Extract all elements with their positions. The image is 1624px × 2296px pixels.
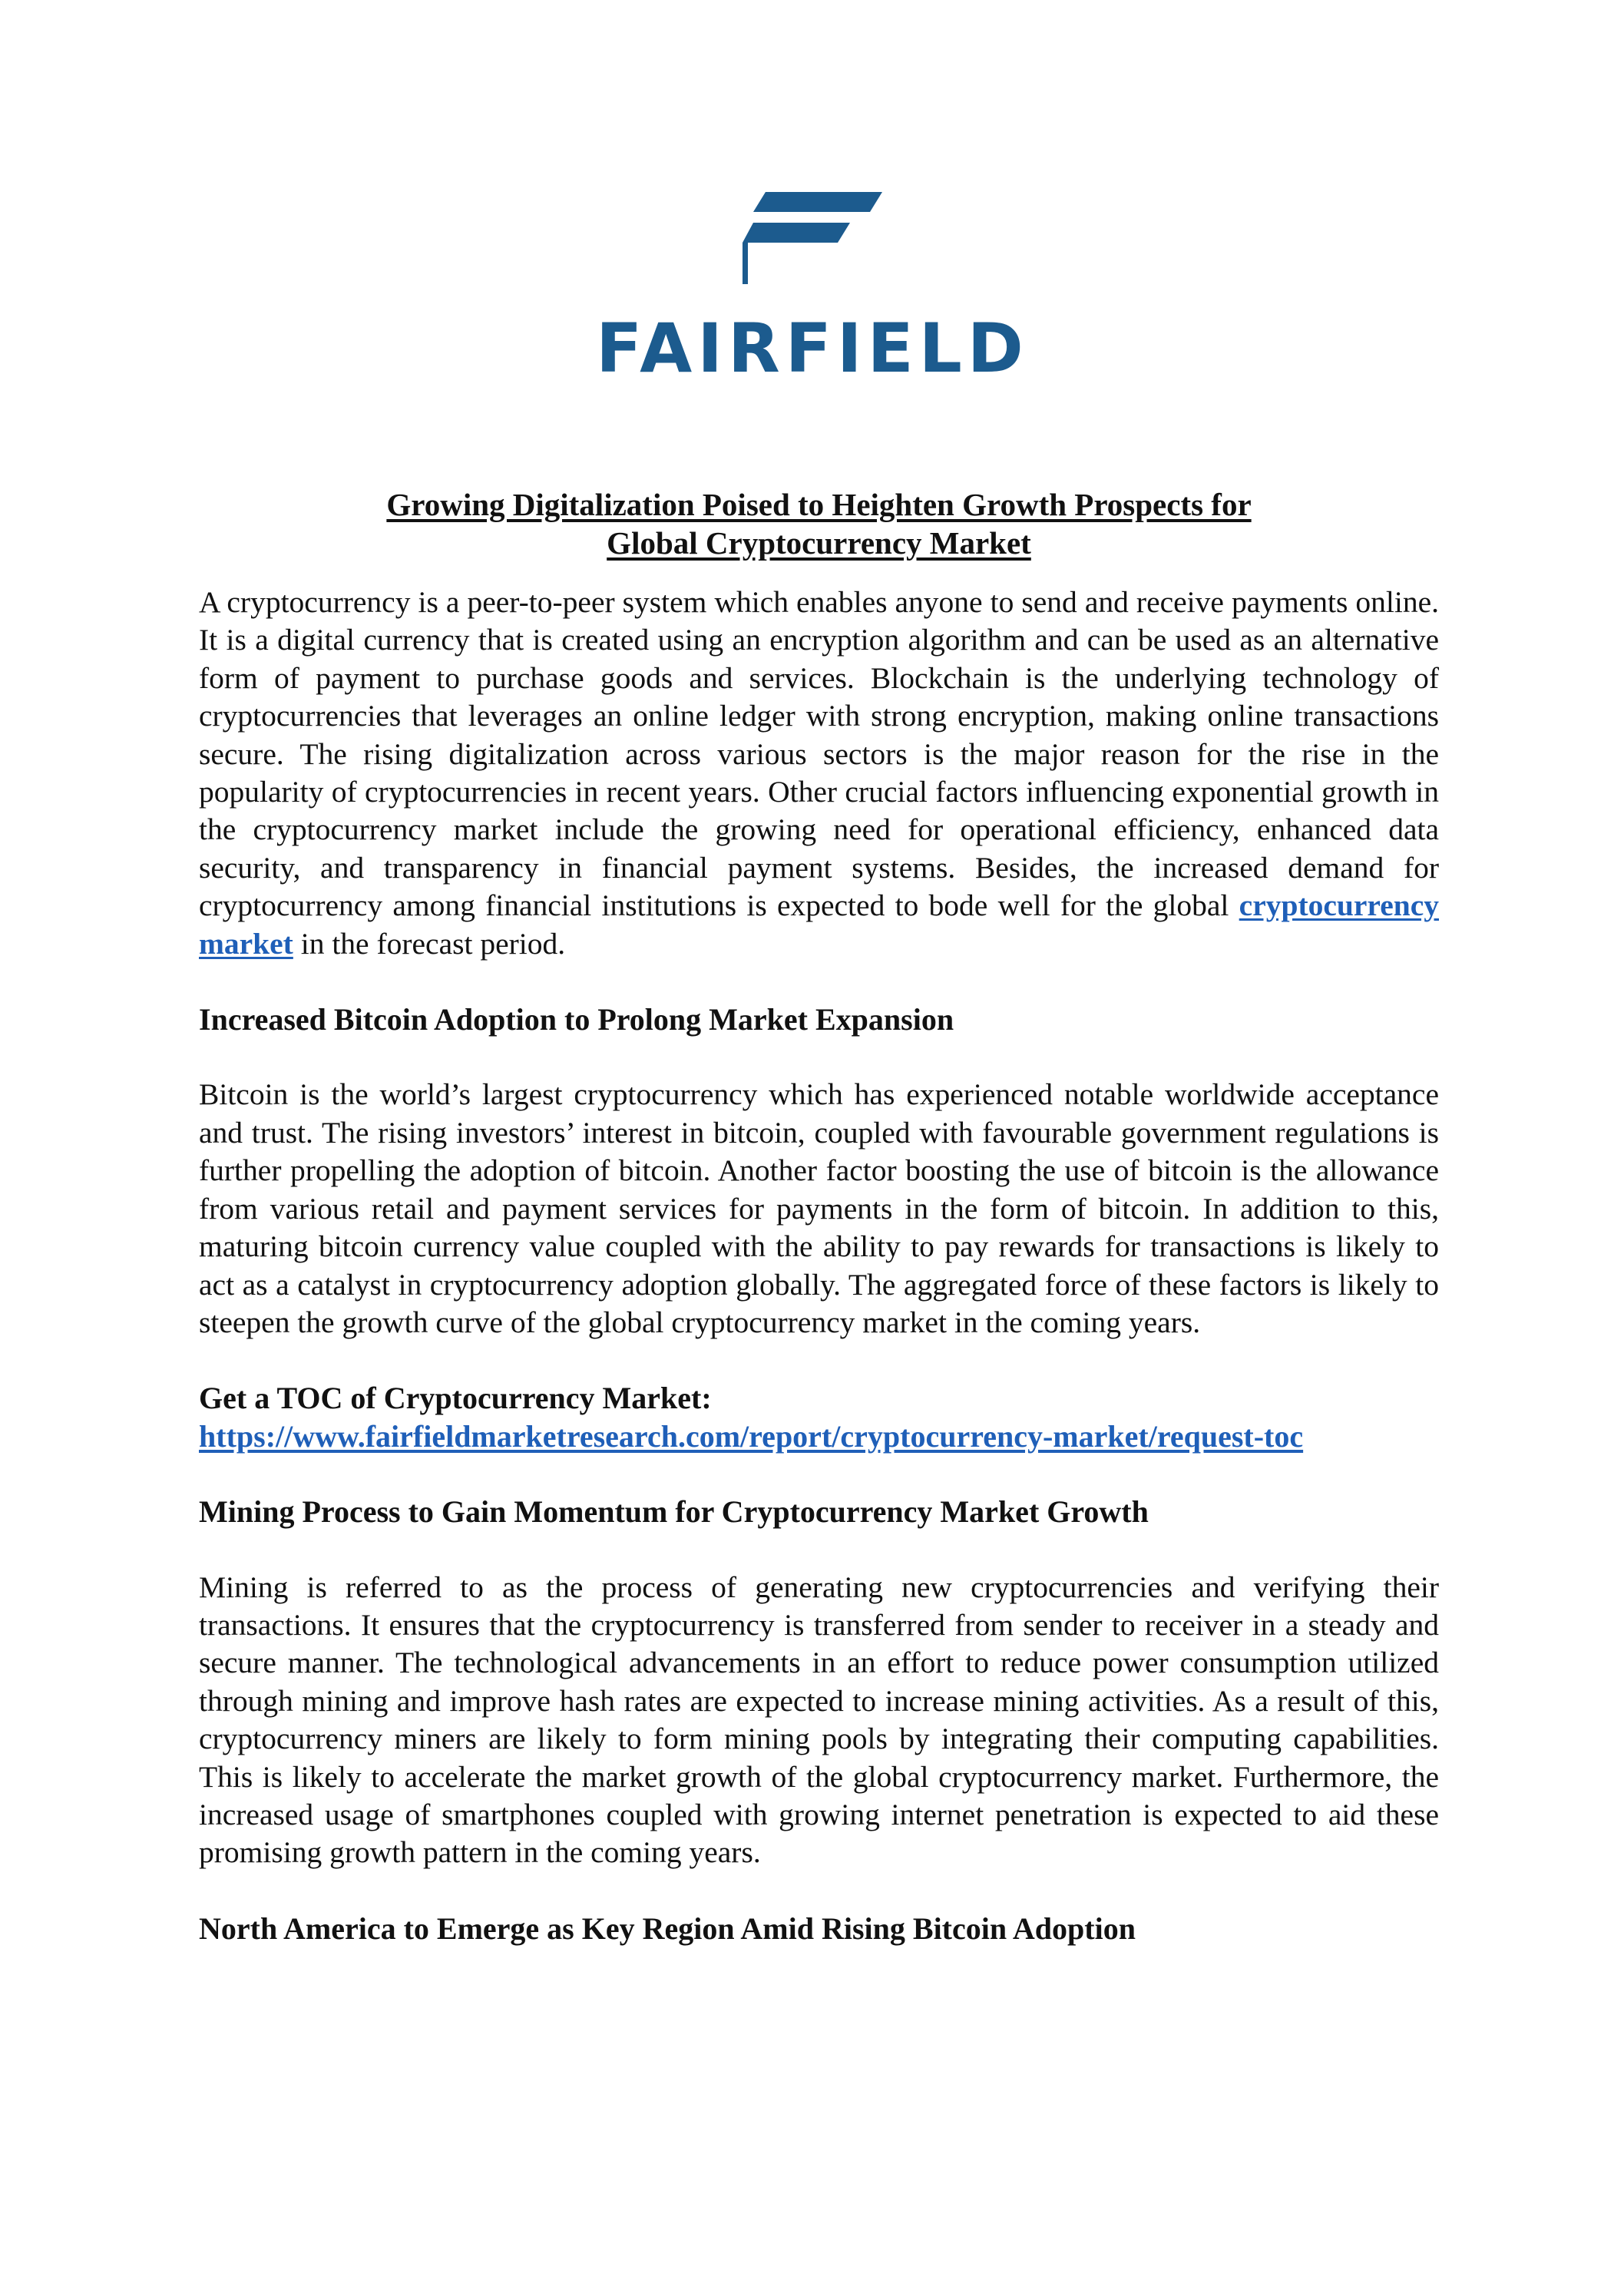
mining-heading: Mining Process to Gain Momentum for Cryptocurrency Market Growth [199, 1494, 1149, 1530]
toc-request-link[interactable]: https://www.fairfieldmarketresearch.com/report/cryptocurrency-market/request-toc [199, 1418, 1304, 1454]
spacer [199, 1872, 1439, 1910]
intro-paragraph [199, 584, 1439, 963]
bitcoin-paragraph: Bitcoin is the world’s largest cryptocurrency which has experienced notable worldwide acceptance and trust. The rising investors’ interest in bitcoin, coupled with favourable government regulations is further propelling the adoption of bitcoin. Another factor boosting the use of bitcoin is the allowance from various retail and payment services for payments in the form of bitcoin. In addition to this, maturing bitcoin currency value coupled with the ability to pay rewards for transactions is likely to act as a catalyst in cryptocurrency adoption globally. The aggregated force of these factors is likely to steepen the growth curve of the global cryptocurrency market in the coming years. [199, 1077, 1439, 1339]
title-line-1: Growing Digitalization Poised to Heighten Growth Prospects for [386, 487, 1252, 522]
spacer [199, 1455, 1439, 1493]
intro-text-before: A cryptocurrency is a peer-to-peer system which enables anyone to send and receive payments online. It is a digital currency that is created using an encryption algorithm and can be used as an alternative form of payment to purchase goods and services. Blockchain is the underlying technology of cryptocurrencies that leverages an online ledger with strong encryption, making online transactions secure. The rising digitalization across various sectors is the major reason for the rise in the popularity of cryptocurrencies in recent years. Other crucial factors influencing exponential growth in the cryptocurrency market include the growing need for operational efficiency, enhanced data security, and transparency in financial payment systems. Besides, the increased demand for cryptocurrency among financial institutions is expected to bode well for the global [199, 585, 1439, 923]
title-line-2: Global Cryptocurrency Market [607, 525, 1031, 561]
spacer [199, 963, 1439, 1001]
cryptocurrency-market-link[interactable]: cryptocurrency market [199, 888, 1439, 961]
fairfield-mark-icon [743, 192, 882, 284]
toc-heading: Get a TOC of Cryptocurrency Market: [199, 1381, 712, 1416]
spacer [199, 1342, 1439, 1379]
page-title [199, 485, 1439, 562]
spacer [199, 1038, 1439, 1076]
spacer [199, 1531, 1439, 1569]
article [199, 485, 1439, 1947]
fairfield-logo [0, 192, 1624, 378]
mining-paragraph: Mining is referred to as the process of generating new cryptocurrencies and verifying their transactions. It ensures that the cryptocurrency is transferred from sender to receiver in a steady and secure manner. The technological advancements in an effort to reduce power consumption utilized through mining and improve hash rates are expected to increase mining activities. As a result of this, cryptocurrency miners are likely to form mining pools by integrating their computing capabilities. This is likely to accelerate the market growth of the global cryptocurrency market. Furthermore, the increased usage of smartphones coupled with growing internet penetration is expected to aid these promising growth pattern in the coming years. [199, 1570, 1439, 1870]
fairfield-wordmark [559, 316, 1066, 378]
bitcoin-heading: Increased Bitcoin Adoption to Prolong Market Expansion [199, 1002, 954, 1037]
wordmark-text: FAIRFIELD [595, 316, 1029, 378]
north-america-heading: North America to Emerge as Key Region Amid Rising Bitcoin Adoption [199, 1911, 1136, 1946]
intro-text-after: in the forecast period. [293, 926, 566, 961]
